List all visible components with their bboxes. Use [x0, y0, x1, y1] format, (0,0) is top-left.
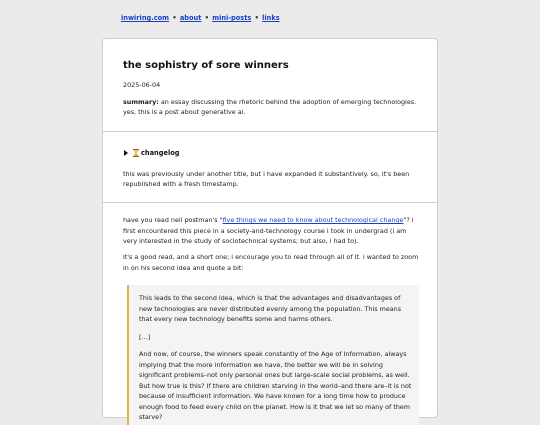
- paragraph-text: have you read neil postman's ": [123, 216, 223, 224]
- post-card: [102, 38, 438, 421]
- body-paragraph: it's a good read, and a short one; i encourage you to read through all of it. i wanted to zoom in on his second idea and quote a bit:: [123, 253, 419, 272]
- changelog-label: changelog: [141, 149, 180, 157]
- post-date: 2025-06-04: [123, 81, 161, 89]
- changelog-toggle[interactable]: [124, 149, 179, 157]
- quote-paragraph: This leads to the second idea, which is that the advantages and disadvantages of new technologies are never distributed evenly among the population. This means that every new technology benefits some and harms others.: [139, 294, 402, 323]
- about-link[interactable]: about: [179, 14, 202, 22]
- body-paragraph: [123, 215, 421, 247]
- nav-separator: •: [172, 14, 177, 22]
- postman-essay-link[interactable]: five things we need to know about technological change: [222, 216, 404, 224]
- post-summary: [123, 97, 423, 117]
- top-nav: [121, 14, 280, 22]
- paragraph-text: "? i first encountered this piece in a society-and-technology course i took in undergrad (i am very interested in the study of sociotechnical systems; but also, i had to).: [123, 216, 414, 245]
- blockquote: [127, 285, 419, 425]
- summary-text: an essay discussing the rhetoric behind the adoption of emerging technologies. yes, this is a post about generative ai.: [123, 98, 417, 116]
- post-title: the sophistry of sore winners: [123, 60, 289, 71]
- quote-ellipsis: [...]: [139, 333, 151, 341]
- links-link[interactable]: links: [262, 14, 280, 22]
- quote-paragraph: And now, of course, the winners speak constantly of the Age of Information, always implying that the more information we have, the better we will be in solving significant problems–not only personal ones but large-scale social problems, as well. But how true is this? If there are children starving in the world–and there are–it is not because of insufficient information. We have known for a long time how to produce enough food to feed every child on the planet. How is it that we let so many of them starve?: [139, 350, 412, 421]
- mini-posts-link[interactable]: mini-posts: [212, 14, 252, 22]
- section-divider: [103, 131, 437, 132]
- site-home-link[interactable]: inwiring.com: [121, 14, 170, 22]
- changelog-text: this was previously under another title, but i have expanded it substantively. so, it's been republished with a fresh timestamp.: [123, 170, 410, 188]
- nav-separator: •: [254, 14, 259, 22]
- nav-separator: •: [204, 14, 209, 22]
- summary-label: summary:: [123, 98, 159, 106]
- section-divider: [103, 202, 437, 203]
- triangle-right-icon: [124, 150, 128, 156]
- hourglass-icon: [133, 149, 139, 157]
